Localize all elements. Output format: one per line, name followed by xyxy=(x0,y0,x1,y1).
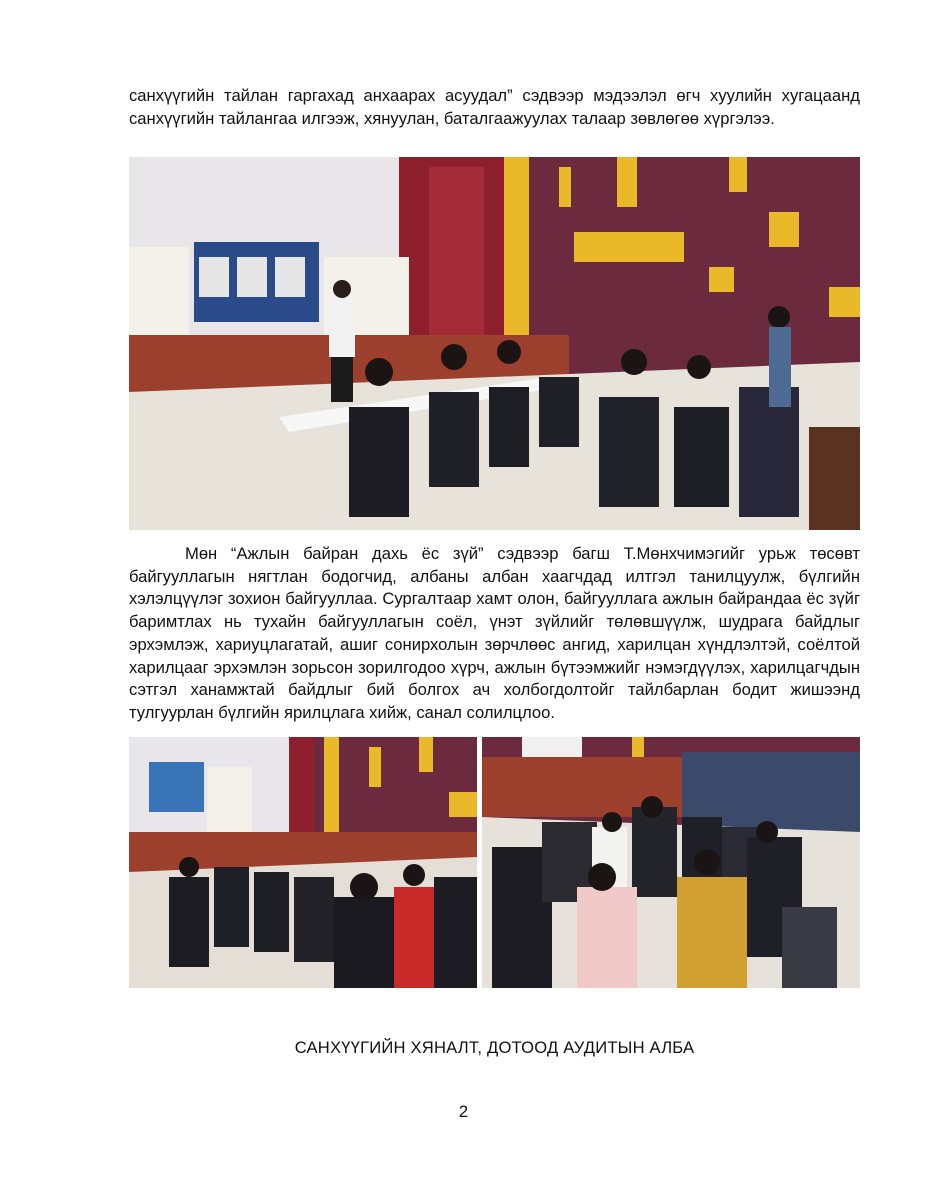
paragraph-intro: санхүүгийн тайлан гаргахад анхаарах асуудал” сэдвээр мэдээлэл өгч хуулийн хугацаанд санхүүгийн тайлангаа илгээж, хянуулан, баталгаажуулах талаар зөвлөгөө хүргэлээ. xyxy=(129,86,860,128)
photo-audience-hall-drawing xyxy=(129,737,477,988)
page-number: 2 xyxy=(458,1102,469,1121)
paragraph-ethics-session: Мөн “Ажлын байран дахь ёс зүй” сэдвээр багш Т.Мөнхчимэгийг урьж төсөвт байгууллагын нягтлан бодогчид, албаны албан хаагчдад илтгэл танилцуулж, бүлгийн хэлэлцүүлэг зохион байгууллаа. Сургалтаар хамт олон, байгууллага ажлын байрандаа ёс зүйг баримтлах нь тухайн байгууллагын соёл, үнэт зүйлийг төлөвшүүлж, шудрага байдлыг эрхэмлэж, хариуцлагатай, ашиг сонирхолын зөрчлөөс ангид, харилцан хүндлэлтэй, соёлтой харилцааг эрхэмлэн зорьсон зорилгодоо хүрч, ажлын бүтээмжийг нэмэгдүүлэх, харилцагчдын сэтгэл ханамжтай байдлыг бий болгох ач холбогдолтойг тайлбарлан бодит жишээнд тулгуурлан бүлгийн ярилцлага хийж, санал солилцлоо. xyxy=(129,544,860,722)
photo-audience-hall xyxy=(129,737,477,988)
photo-group-discussion xyxy=(482,737,860,988)
department-title: САНХҮҮГИЙН ХЯНАЛТ, ДОТООД АУДИТЫН АЛБА xyxy=(294,1038,695,1057)
photo-group-discussion-drawing xyxy=(482,737,860,988)
photo-training-hall xyxy=(129,157,860,530)
photo-training-hall-drawing xyxy=(129,157,860,530)
